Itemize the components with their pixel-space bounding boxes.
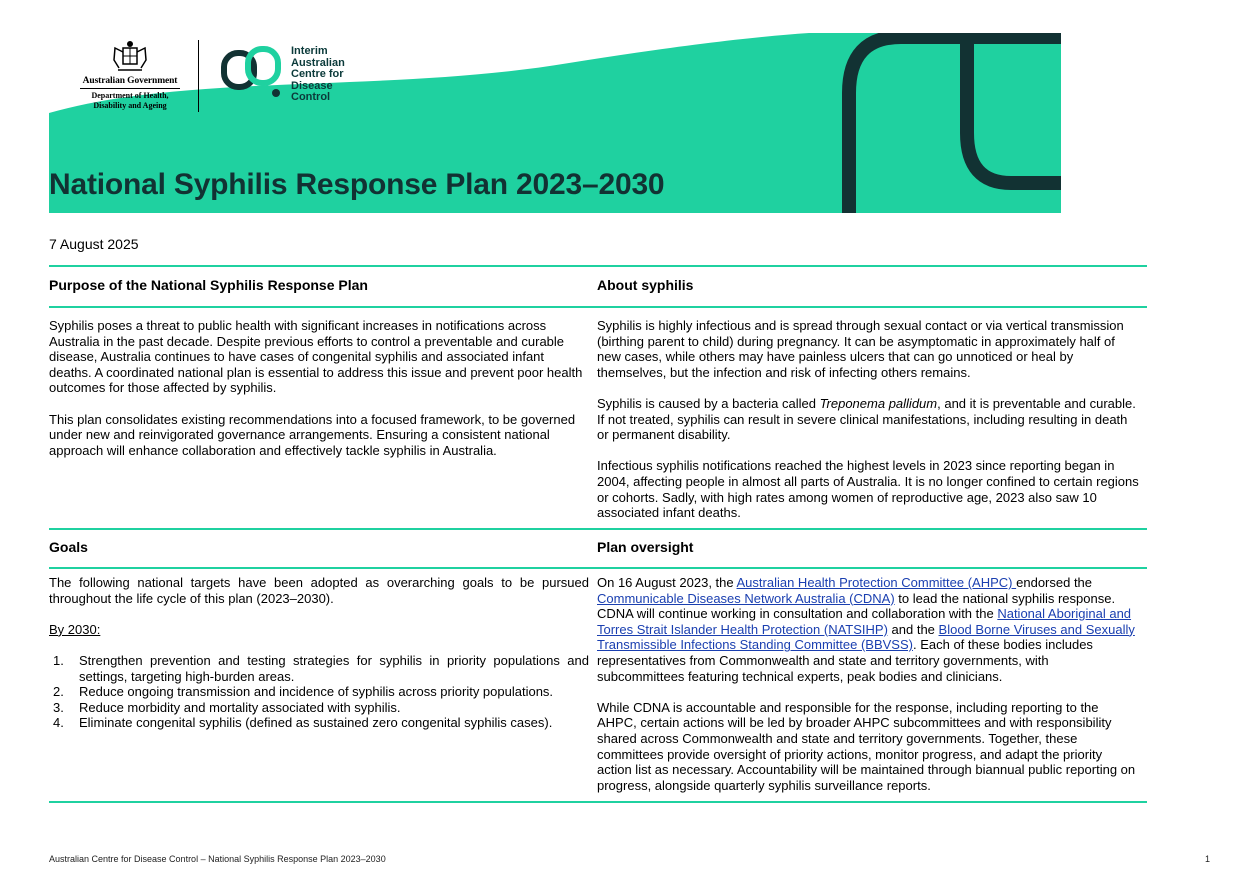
document-date: 7 August 2025 xyxy=(49,236,139,252)
cdc-text-line: Interim xyxy=(291,45,328,57)
section-rule xyxy=(49,567,1147,569)
about-body xyxy=(597,318,1142,521)
logo-divider xyxy=(198,40,199,112)
goal-item xyxy=(49,684,589,700)
goal-number: 3. xyxy=(53,699,64,715)
goal-text: Reduce ongoing transmission and incidence of syphilis across priority populations. xyxy=(79,684,554,700)
cdc-text-line: Centre for xyxy=(291,68,344,80)
goal-number: 2. xyxy=(53,684,64,700)
about-paragraph: Syphilis is highly infectious and is spread through sexual contact or via vertical transmission (birthing parent to child) during pregnancy. It can be asymptomatic in approximately half of new cases, while others may have painless ulcers that can go unnoticed or heal by themselves, but the infection and risk of infecting others remains. xyxy=(597,318,1124,380)
goals-by-label: By 2030: xyxy=(49,621,101,637)
oversight-body xyxy=(597,575,1137,793)
cdna-link[interactable]: Communicable Diseases Network Australia (CDNA) xyxy=(597,590,895,606)
australian-government-logo xyxy=(80,38,180,111)
bacteria-name: Treponema pallidum xyxy=(819,395,938,411)
section-rule xyxy=(49,801,1147,803)
department-name-line1: Department of Health, xyxy=(91,91,169,100)
oversight-text: to lead the national syphilis response. CDNA will continue working in consultation and collaboration with the xyxy=(597,590,1116,622)
cdc-logo-text xyxy=(291,46,381,104)
oversight-text: On 16 August 2023, the xyxy=(597,575,737,590)
goal-item xyxy=(49,715,589,731)
oversight-paragraph xyxy=(597,575,1137,684)
about-paragraph xyxy=(597,396,1142,443)
section-rule xyxy=(49,306,1147,308)
section-rule xyxy=(49,528,1147,530)
about-paragraph: Infectious syphilis notifications reached the highest levels in 2023 since reporting began in 2004, affecting people in almost all parts of Australia. It is no longer confined to certain regions or cohorts. Sadly, with high rates among women of reproductive age, 2023 also saw 10 associated infant deaths. xyxy=(597,458,1139,521)
natsihp-link[interactable]: National Aboriginal and Torres Strait Islander Health Protection (NATSIHP) xyxy=(597,606,1132,637)
department-name-line2: Disability and Ageing xyxy=(93,101,167,110)
about-heading: About syphilis xyxy=(597,277,694,293)
page-number: 1 xyxy=(1204,854,1210,864)
goals-heading: Goals xyxy=(49,539,88,555)
goal-number: 1. xyxy=(53,652,64,668)
about-text: , and it is preventable and curable. If not treated, syphilis can result in severe clinical manifestations, including resulting in death or permanent disability. xyxy=(597,395,1136,443)
section-rule xyxy=(49,265,1147,267)
goal-text: Reduce morbidity and mortality associated with syphilis. xyxy=(79,699,401,715)
goal-text: Strengthen prevention and testing strategies for syphilis in priority populations and settings, targeting high-burden areas. xyxy=(79,652,589,684)
document-title: National Syphilis Response Plan 2023–2030 xyxy=(49,168,665,201)
goals-intro: The following national targets have been adopted as overarching goals to be pursued throughout the life cycle of this plan (2023–2030). xyxy=(49,575,589,606)
purpose-paragraph: Syphilis poses a threat to public health with significant increases in notifications across Australia in the past decade. Despite previous efforts to control a preventable and curable disease, Australia continues to have cases of congenital syphilis and associated infant deaths. A coordinated national plan is essential to address this issue and prevent poor health outcomes for those affected by syphilis. xyxy=(49,318,583,396)
cdc-text-line: Disease xyxy=(291,79,333,92)
footer-text: Australian Centre for Disease Control – National Syphilis Response Plan 2023–2030 xyxy=(49,854,386,864)
goal-number: 4. xyxy=(53,715,64,731)
goals-list xyxy=(49,653,589,731)
government-name: Australian Government xyxy=(80,76,180,89)
purpose-body xyxy=(49,318,584,458)
cdc-text-line: Control xyxy=(291,91,331,103)
ahpc-link[interactable]: Australian Health Protection Committee (AHPC) xyxy=(736,575,1017,590)
oversight-heading: Plan oversight xyxy=(597,539,694,555)
goals-body xyxy=(49,575,589,731)
purpose-heading: Purpose of the National Syphilis Response Plan xyxy=(49,277,368,293)
goal-text: Eliminate congenital syphilis (defined as sustained zero congenital syphilis cases). xyxy=(79,715,553,731)
cdc-logo-icon xyxy=(220,45,284,101)
purpose-paragraph: This plan consolidates existing recommendations into a focused framework, to be governed under new and reinvigorated governance arrangements. Ensuring a consistent national approach will enhance collaboration and effectively tackle syphilis in Australia. xyxy=(49,411,576,458)
bbvss-link[interactable]: Blood Borne Viruses and Sexually Transmissible Infections Standing Committee (BBVSS) xyxy=(597,621,1135,653)
about-text: Syphilis is caused by a bacteria called xyxy=(597,395,820,411)
goal-item xyxy=(49,700,589,716)
oversight-text: . Each of these bodies includes representatives from Commonwealth and state and territory governments, with subcommittees featuring technical experts, peak bodies and clinicians. xyxy=(597,637,1093,684)
oversight-text: endorsed the xyxy=(1016,575,1093,590)
oversight-text: and the xyxy=(887,621,939,637)
coat-of-arms-icon xyxy=(110,38,150,74)
oversight-paragraph: While CDNA is accountable and responsible for the response, including reporting to the AHPC, certain actions will be led by broader AHPC subcommittees and with responsibility shared across Commonwealth and state and territory governments. Together, these committees provide oversight of priority actions, monitor progress, and adapt the priority action list as necessary. Accountability will be maintained through biannual public reporting on progress, alongside quarterly syphilis surveillance reports. xyxy=(597,699,1136,793)
cdc-text-line: Australian xyxy=(291,56,345,69)
goal-item xyxy=(49,653,589,684)
